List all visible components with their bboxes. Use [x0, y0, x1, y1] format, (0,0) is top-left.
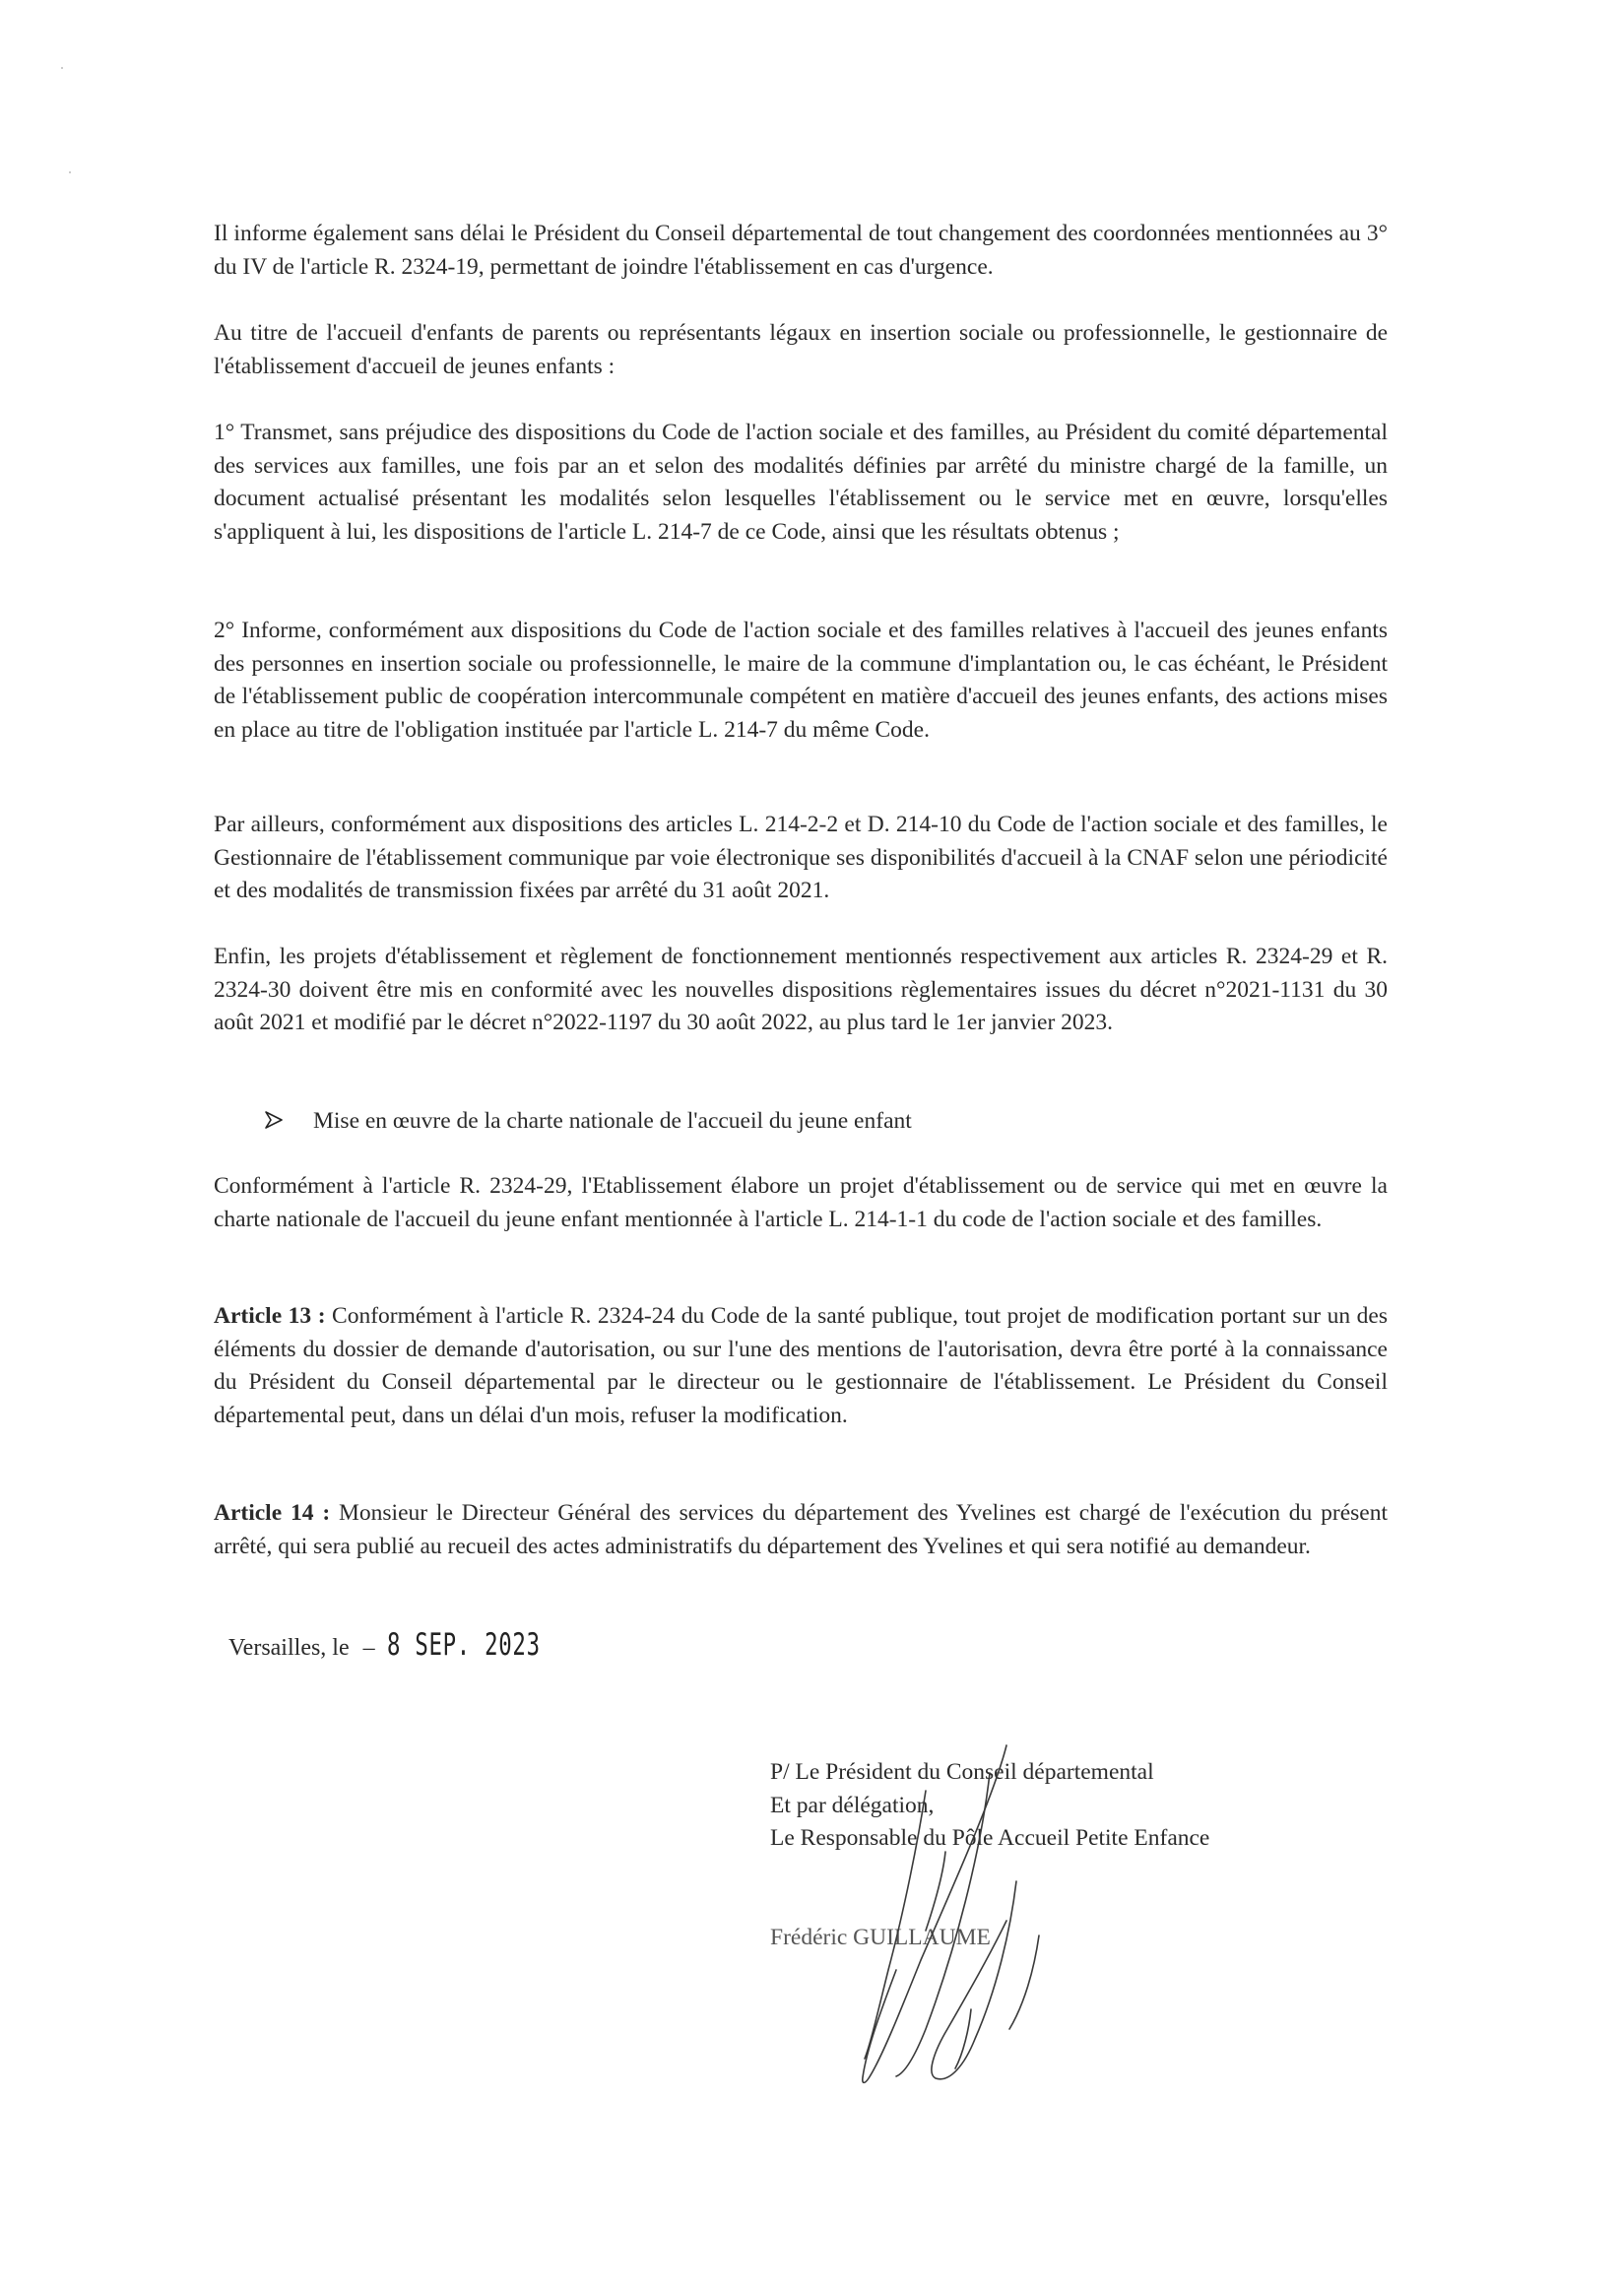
paragraph-cnaf	[214, 809, 1388, 908]
paragraph-text: 1° Transmet, sans préjudice des dispositions du Code de l'action sociale et des familles, au Président du comité départemental des services aux familles, une fois par an et selon des modalités définies par arrêté du ministre chargé de la famille, un document actualisé présentant les modalités selon lesquelles l'établissement ou le service met en œuvre, lorsqu'elles s'appliquent à lui, les dispositions de l'article L. 214-7 de ce Code, ainsi que les résultats obtenus ;	[214, 420, 1388, 545]
paragraph-insertion-intro	[214, 317, 1388, 383]
paragraph-contact-change	[214, 218, 1388, 284]
paragraph-item-1	[214, 417, 1388, 549]
date-line	[228, 1627, 600, 1666]
signature-line-3: Le Responsable du Pôle Accueil Petite Enfance	[770, 1825, 1210, 1851]
arrowhead-bullet-icon	[264, 1105, 313, 1139]
scan-speck	[69, 171, 71, 173]
paragraph-charte	[214, 1170, 1388, 1236]
paragraph-text: Conformément à l'article R. 2324-29, l'Etablissement élabore un projet d'établissement ou de service qui met en œuvre la charte nationale de l'accueil du jeune enfant mentionnée à l'article L. 214-1-1 du code de l'action sociale et des familles.	[214, 1173, 1388, 1232]
article-14	[214, 1497, 1388, 1563]
bullet-charte	[264, 1105, 912, 1139]
signature-line-1: P/ Le Président du Conseil départemental	[770, 1759, 1154, 1785]
place-label: Versailles, le	[228, 1635, 350, 1661]
date-stamp: 8 SEP. 2023	[386, 1627, 541, 1663]
paragraph-text: 2° Informe, conformément aux dispositions du Code de l'action sociale et des familles relatives à l'accueil des jeunes enfants des personnes en insertion sociale ou professionnelle, le maire de la commune d'implantation ou, le cas échéant, le Président de l'établissement public de coopération intercommunale compétent en matière d'accueil des jeunes enfants, des actions mises en place au titre de l'obligation instituée par l'article L. 214-7 du même Code.	[214, 618, 1388, 743]
paragraph-text: Il informe également sans délai le Président du Conseil départemental de tout changement des coordonnées mentionnées au 3° du IV de l'article R. 2324-19, permettant de joindre l'établissement en cas d'urgence.	[214, 221, 1388, 280]
scan-speck	[61, 67, 63, 69]
paragraph-text: Par ailleurs, conformément aux dispositions des articles L. 214-2-2 et D. 214-10 du Code de l'action sociale et des familles, le Gestionnaire de l'établissement communique par voie électronique ses disponibilités d'accueil à la CNAF selon une périodicité et des modalités de transmission fixées par arrêté du 31 août 2021.	[214, 812, 1388, 903]
paragraph-text: Au titre de l'accueil d'enfants de parents ou représentants légaux en insertion sociale ou professionnelle, le gestionnaire de l'établissement d'accueil de jeunes enfants :	[214, 320, 1388, 379]
date-dash: –	[362, 1635, 375, 1661]
signature-line-2: Et par délégation,	[770, 1792, 935, 1818]
handwritten-signature	[788, 1734, 1083, 2108]
bullet-text: Mise en œuvre de la charte nationale de l'accueil du jeune enfant	[313, 1108, 912, 1134]
signer-name: Frédéric GUILLAUME	[770, 1925, 991, 1950]
article-13	[214, 1300, 1388, 1432]
article-13-text: Conformément à l'article R. 2324-24 du Code de la santé publique, tout projet de modification portant sur un des éléments du dossier de demande d'autorisation, ou sur l'une des mentions de l'autorisation, devra être porté à la connaissance du Président du Conseil départemental par le directeur ou le gestionnaire de l'établissement. Le Président du Conseil départemental peut, dans un délai d'un mois, refuser la modification.	[214, 1303, 1388, 1428]
article-14-text: Monsieur le Directeur Général des services du département des Yvelines est chargé de l'exécution du présent arrêté, qui sera publié au recueil des actes administratifs du département des Yvelines et qui sera notifié au demandeur.	[214, 1500, 1388, 1559]
paragraph-item-2	[214, 615, 1388, 747]
article-14-label: Article 14 :	[214, 1500, 331, 1526]
paragraph-text: Enfin, les projets d'établissement et règlement de fonctionnement mentionnés respectivement aux articles R. 2324-29 et R. 2324-30 doivent être mis en conformité avec les nouvelles dispositions règlementaires issues du décret n°2021-1131 du 30 août 2021 et modifié par le décret n°2022-1197 du 30 août 2022, au plus tard le 1er janvier 2023.	[214, 944, 1388, 1035]
paragraph-projets	[214, 941, 1388, 1040]
article-13-label: Article 13 :	[214, 1303, 326, 1329]
